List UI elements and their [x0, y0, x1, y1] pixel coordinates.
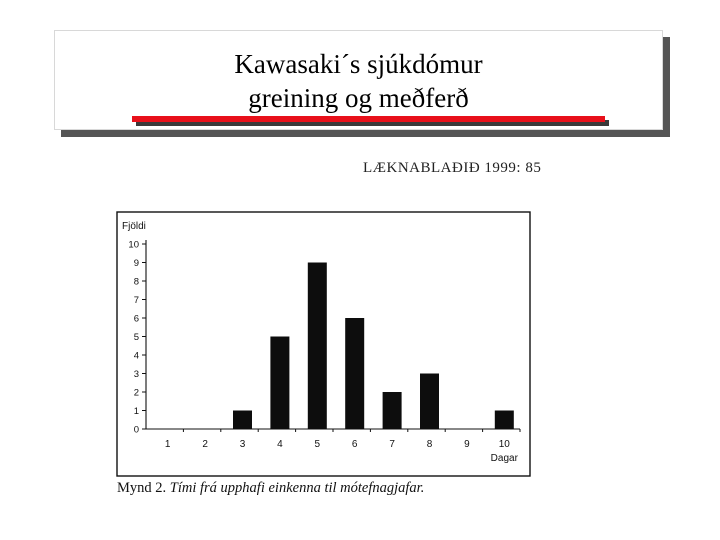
bar-3	[233, 411, 252, 430]
x-tick-label-2: 2	[202, 439, 208, 450]
x-tick-label-3: 3	[239, 439, 246, 450]
figure-caption	[117, 480, 424, 497]
scanned-figure	[108, 155, 631, 524]
bar-8	[420, 374, 439, 430]
y-tick-label-1: 1	[133, 406, 139, 417]
y-tick-label-7: 7	[133, 295, 139, 306]
y-tick-label-2: 2	[133, 387, 139, 399]
y-tick-label-0: 0	[133, 424, 139, 436]
x-tick-label-1: 1	[164, 439, 171, 450]
x-tick-label-9: 9	[464, 439, 470, 450]
x-tick-label-4: 4	[277, 439, 283, 450]
bar-5	[308, 263, 327, 430]
y-tick-label-4: 4	[133, 350, 139, 362]
x-tick-label-8: 8	[426, 439, 433, 450]
y-tick-label-3: 3	[133, 369, 139, 380]
caption-text: Tími frá upphafi einkenna til mótefnagjafar.	[169, 480, 425, 496]
title-underline	[132, 116, 605, 122]
caption-label: Mynd 2.	[117, 480, 167, 496]
slide-title-line-1: Kawasaki´s sjúkdómur	[234, 49, 483, 79]
bar-7	[383, 392, 402, 429]
y-tick-label-10: 10	[128, 239, 139, 251]
slide-title-line-2: greining og meðferð	[248, 83, 469, 113]
bar-chart	[108, 155, 631, 524]
y-tick-label-8: 8	[133, 276, 139, 288]
y-tick-label-5: 5	[133, 332, 139, 343]
bar-6	[345, 318, 364, 429]
y-tick-label-9: 9	[133, 258, 139, 269]
x-tick-label-6: 6	[351, 439, 358, 450]
x-tick-label-10: 10	[498, 439, 510, 450]
x-axis-label: Dagar	[490, 453, 518, 464]
x-tick-label-7: 7	[389, 439, 395, 450]
x-tick-label-5: 5	[314, 439, 321, 450]
y-tick-label-6: 6	[133, 313, 139, 325]
bar-10	[495, 411, 514, 430]
journal-reference: LÆKNABLAÐIÐ 1999: 85	[363, 160, 542, 176]
title-box	[54, 30, 663, 130]
y-axis-label: Fjöldi	[122, 221, 146, 232]
bar-4	[270, 337, 289, 430]
